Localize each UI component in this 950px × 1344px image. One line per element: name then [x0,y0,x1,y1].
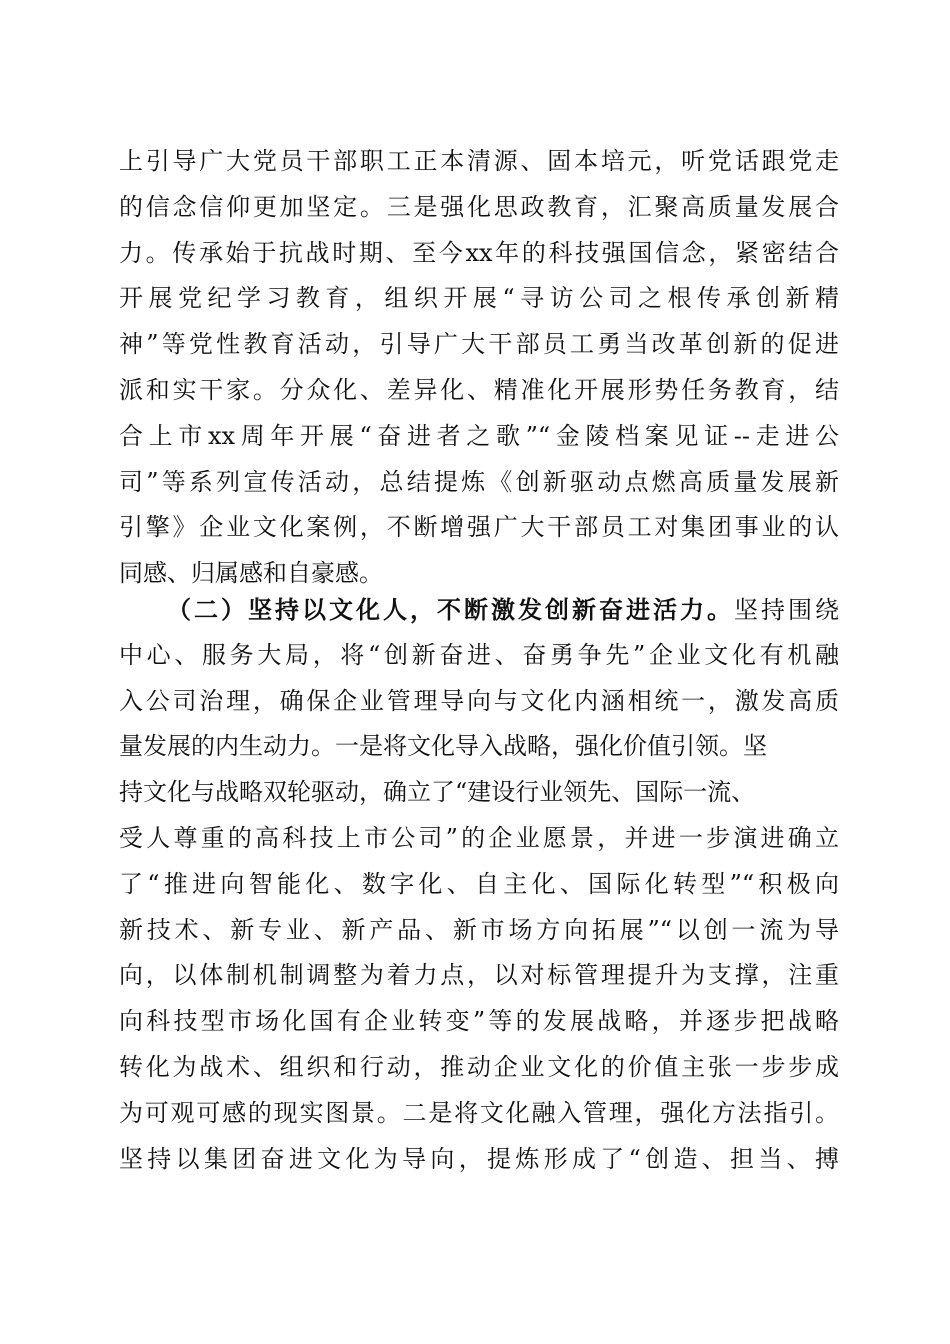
text-line: 了“推进向智能化、数字化、自主化、国际化转型”“积极向 [119,869,839,898]
text-line: 同感、归属感和自豪感。 [119,559,383,588]
text-line: 坚持以集团奋进文化为导向，提炼形成了“创造、担当、搏 [119,1144,839,1173]
text-line: 入公司治理，确保企业管理导向与文化内涵相统一，激发高质 [119,686,839,715]
text-line: 上引导广大党员干部职工正本清源、固本培元，听党话跟党走 [119,147,839,175]
text-line: 受人尊重的高科技上市公司”的企业愿景，并进一步演进确立 [119,823,839,852]
text-line: 的信念信仰更加坚定。三是强化思政教育，汇聚高质量发展合 [119,192,839,221]
text-line: 神”等党性教育活动，引导广大干部员工勇当改革创新的促进 [119,330,839,359]
text-line: 合上市xx周年开展“奋进者之歌”“金陵档案见证--走进公 [119,421,839,450]
section-heading: （二）坚持以文化人，不断激发创新奋进活力。 [167,595,734,624]
text-line: 开展党纪学习教育，组织开展“寻访公司之根传承创新精 [119,284,839,313]
text-line: 司”等系列宣传活动，总结提炼《创新驱动点燃高质量发展新 [119,467,839,496]
text-line: 力。传承始于抗战时期、至今xx年的科技强国信念，紧密结合 [119,238,839,267]
paragraph-continued [119,139,839,597]
text-line: 量发展的内生动力。一是将文化导入战略，强化价值引领。坚 [119,732,767,761]
text-line: 引擎》企业文化案例，不断增强广大干部员工对集团事业的认 [119,513,839,542]
text-line: 派和实干家。分众化、差异化、精准化开展形势任务教育，结 [119,375,839,404]
section-heading-line [119,587,839,633]
text-line: 向科技型市场化国有企业转变”等的发展战略，并逐步把战略 [119,1007,839,1036]
text-line: 向，以体制机制调整为着力点，以对标管理提升为支撑，注重 [119,961,839,990]
text-line: 转化为战术、组织和行动，推动企业文化的价值主张一步步成 [119,1052,839,1081]
text-line: 中心、服务大局，将“创新奋进、奋勇争先”企业文化有机融 [119,640,839,669]
text-fragment: 坚持围绕 [734,596,839,624]
text-line: 持文化与战略双轮驱动，确立了“建设行业领先、国际一流、 [119,778,756,807]
text-line: 新技术、新专业、新产品、新市场方向拓展”“以创一流为导 [119,915,839,944]
paragraph-section-two [119,587,839,1182]
text-line: 为可观可感的现实图景。二是将文化融入管理，强化方法指引。 [119,1098,839,1127]
